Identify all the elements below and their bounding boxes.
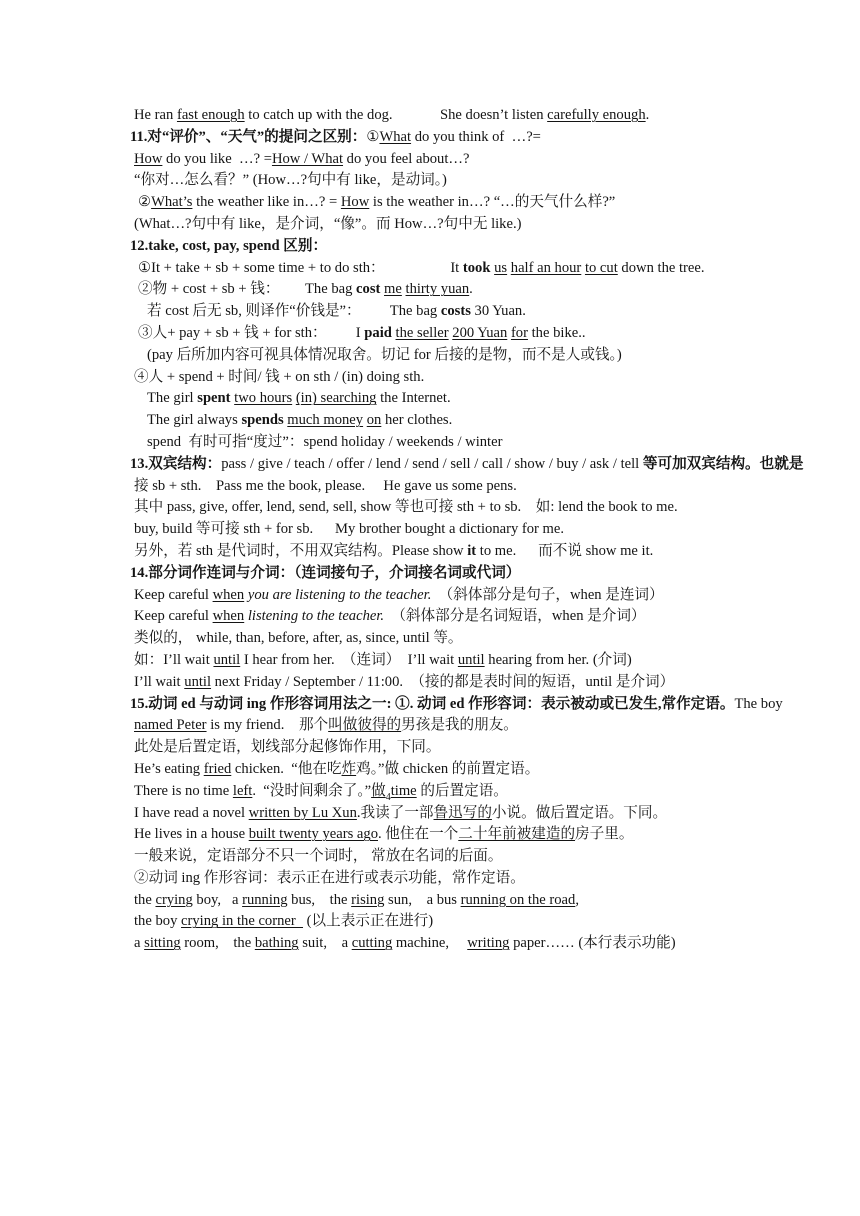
text-segment: ②动词 ing 作形容词：表示正在进行或表示功能，常作定语。 bbox=[134, 869, 525, 886]
text-segment: to me. 而不说 show me it. bbox=[476, 542, 654, 559]
text-segment: left bbox=[232, 782, 253, 799]
text-segment: carefully enough bbox=[547, 107, 646, 123]
text-segment: next Friday / September / 11:00. （接的都是表时间的短语，until 是介词） bbox=[211, 673, 675, 690]
text-segment: boy, a bbox=[192, 891, 243, 908]
text-segment: He’s eating bbox=[134, 760, 204, 777]
text-segment: I’ll wait bbox=[134, 673, 185, 690]
text-segment: 等可加双宾结构。也就是 bbox=[642, 455, 804, 472]
text-segment: 接 sb + sth. Pass me the book, please. He gave us some pens. bbox=[134, 477, 517, 494]
text-segment: the weather like in…? = bbox=[192, 194, 341, 211]
text-segment: The girl always bbox=[147, 412, 242, 429]
text-segment: 如：I’ll wait bbox=[134, 651, 214, 668]
text-segment: the bbox=[134, 891, 156, 908]
text-segment: ② bbox=[138, 194, 152, 211]
text-segment: 的后置定语。 bbox=[416, 782, 508, 799]
text-segment: 此处是后置定语，划线部分起修饰作用，下同。 bbox=[134, 739, 441, 756]
text-segment: ①It + take + sb + some time + to do sth： It bbox=[138, 259, 463, 276]
text-segment: it bbox=[467, 542, 477, 559]
text-line bbox=[130, 454, 804, 476]
text-segment: . bbox=[645, 107, 650, 123]
text-segment: . bbox=[469, 281, 473, 298]
text-line bbox=[134, 781, 790, 803]
text-segment: running bbox=[242, 891, 288, 908]
text-segment: when bbox=[212, 586, 245, 603]
text-line bbox=[134, 497, 790, 519]
text-segment: , bbox=[575, 891, 579, 908]
text-segment: What’s bbox=[151, 194, 193, 211]
text-segment: bus, the bbox=[287, 891, 352, 908]
text-segment: down the tree. bbox=[617, 259, 705, 276]
text-segment: (What…?句中有 like，是介词，“像”。而 How…?句中无 like.) bbox=[134, 215, 522, 232]
text-segment: the seller bbox=[395, 324, 449, 341]
text-segment: 另外，若 sth 是代词时，不用双宾结构。Please show bbox=[134, 542, 468, 559]
text-line bbox=[147, 410, 790, 432]
text-segment: 房子里。 bbox=[575, 826, 634, 843]
text-segment: for bbox=[510, 324, 528, 341]
text-segment: until bbox=[184, 673, 212, 690]
text-segment: until bbox=[457, 651, 485, 668]
text-segment: ④人 + spend + 时间/ 钱 + on sth / (in) doing sth. bbox=[134, 368, 425, 385]
text-line bbox=[134, 519, 790, 541]
text-segment: 13.双宾结构： bbox=[130, 455, 222, 472]
text-segment: How bbox=[340, 194, 370, 211]
text-segment: I hear from her. （连词） I’ll wait bbox=[240, 651, 458, 668]
text-segment: There is no time bbox=[134, 782, 233, 799]
text-segment: sitting bbox=[144, 935, 181, 952]
text-segment: 15.动词 ed 与动词 ing 作形容词用法之一: bbox=[130, 695, 396, 712]
text-segment: half an hour bbox=[510, 259, 582, 276]
text-segment: took bbox=[462, 259, 491, 276]
text-segment: The boy bbox=[734, 695, 783, 712]
text-line bbox=[134, 759, 790, 781]
text-segment: sun, a bus bbox=[384, 891, 461, 908]
text-segment: 做 bbox=[371, 782, 386, 799]
text-segment: . 他住在一个 bbox=[378, 826, 459, 843]
text-line bbox=[138, 323, 790, 345]
text-line bbox=[130, 694, 790, 716]
text-line bbox=[134, 803, 790, 825]
text-segment: ②物 + cost + sb + 钱： The bag bbox=[138, 281, 357, 298]
text-segment: 男孩是我的朋友。 bbox=[401, 717, 518, 734]
text-segment: on bbox=[366, 412, 382, 429]
text-segment: time bbox=[390, 782, 417, 799]
text-line bbox=[134, 105, 790, 127]
text-line bbox=[134, 911, 790, 933]
text-segment: 30 Yuan. bbox=[470, 303, 526, 320]
text-segment: me bbox=[384, 281, 402, 298]
text-line bbox=[134, 890, 790, 912]
text-segment: He ran bbox=[134, 107, 177, 123]
text-segment: listening to the teacher. bbox=[247, 608, 385, 625]
text-segment: “你对…怎么看？” (How…?句中有 like，是动词。) bbox=[134, 172, 447, 189]
text-line bbox=[134, 824, 790, 846]
text-segment: spent bbox=[197, 390, 231, 407]
text-segment: you are listening to the teacher. bbox=[247, 586, 432, 603]
text-segment: spends bbox=[241, 412, 284, 429]
text-segment: Keep careful bbox=[134, 586, 213, 603]
text-segment: bathing bbox=[254, 935, 299, 952]
text-segment: rising bbox=[351, 891, 385, 908]
text-segment: ①. 动词 ed 作形容词：表示被动或已发生,常作定语。 bbox=[395, 695, 735, 712]
text-segment: 14.部分词作连词与介词：（连词接句子，介词接名词或代词） bbox=[130, 564, 521, 581]
text-line bbox=[147, 432, 790, 454]
text-segment: 二十年前被建造的 bbox=[458, 826, 576, 843]
text-segment: written by Lu Xun bbox=[248, 804, 357, 821]
text-segment: the Internet. bbox=[376, 390, 451, 407]
text-segment: 叫做彼得的 bbox=[328, 717, 402, 734]
text-segment: crying bbox=[155, 891, 193, 908]
text-segment: 一般来说，定语部分不只一个词时， 常放在名词的后面。 bbox=[134, 848, 503, 865]
text-segment: when bbox=[212, 608, 245, 625]
text-line bbox=[134, 868, 790, 890]
text-line bbox=[134, 170, 790, 192]
text-segment: us bbox=[494, 259, 508, 276]
text-segment: How bbox=[134, 150, 163, 167]
text-segment: (in) searching bbox=[295, 390, 377, 407]
text-segment: I have read a novel bbox=[134, 804, 249, 821]
text-segment: named Peter bbox=[134, 717, 207, 734]
text-segment: （斜体部分是名词短语，when 是介词） bbox=[384, 608, 646, 625]
text-segment: paid bbox=[364, 324, 392, 341]
text-line bbox=[134, 476, 790, 498]
text-segment: 200 Yuan bbox=[452, 324, 508, 341]
text-line bbox=[134, 715, 790, 737]
text-segment: to catch up with the dog. She doesn’t listen bbox=[244, 107, 548, 123]
text-line bbox=[138, 279, 790, 301]
text-segment: 小说。做后置定语。下同。 bbox=[491, 804, 668, 821]
text-segment: her clothes. bbox=[381, 412, 453, 429]
text-line bbox=[134, 737, 790, 759]
text-segment: a bbox=[134, 935, 145, 952]
text-segment: .我读了一部 bbox=[356, 804, 434, 821]
text-segment: . “没时间剩余了。” bbox=[252, 782, 372, 799]
text-line bbox=[134, 149, 790, 171]
text-line bbox=[134, 541, 790, 563]
text-line bbox=[134, 367, 790, 389]
text-segment: running on the road bbox=[460, 891, 576, 908]
text-segment: until bbox=[213, 651, 241, 668]
text-segment: fast enough bbox=[176, 107, 245, 123]
text-segment: the bike.. bbox=[527, 324, 586, 341]
text-segment: cost bbox=[356, 281, 381, 298]
text-line bbox=[138, 258, 790, 280]
text-segment: paper…… (本行表示功能) bbox=[509, 935, 676, 952]
text-segment: built twenty years ago bbox=[248, 826, 378, 843]
text-segment: pass / give / teach / offer / lend / send / sell / call / show / buy / ask / tell bbox=[221, 455, 643, 472]
text-segment: 鸡。”做 chicken 的前置定语。 bbox=[356, 760, 540, 777]
text-segment: ③人+ pay + sb + 钱 + for sth： I bbox=[138, 324, 365, 341]
text-segment: cutting bbox=[351, 935, 393, 952]
text-segment: is my friend. 那个 bbox=[206, 717, 329, 734]
text-segment: 11.对“评价”、“天气”的提问之区别： bbox=[130, 128, 367, 145]
text-line bbox=[134, 585, 790, 607]
text-segment: chicken. “他在吃 bbox=[231, 760, 342, 777]
text-segment: spend 有时可指“度过”：spend holiday / weekends / winter bbox=[147, 433, 503, 450]
text-segment: (pay 后所加内容可视具体情况取舍。切记 for 后接的是物，而不是人或钱。) bbox=[147, 346, 622, 363]
text-line bbox=[134, 650, 790, 672]
text-segment: 鲁迅写的 bbox=[433, 804, 492, 821]
text-line bbox=[134, 606, 790, 628]
text-line bbox=[130, 127, 790, 149]
text-segment: two hours bbox=[234, 390, 293, 407]
text-line bbox=[134, 628, 790, 650]
text-line bbox=[134, 214, 790, 236]
text-segment: What bbox=[379, 128, 412, 145]
text-segment: ① bbox=[366, 128, 380, 145]
text-line bbox=[134, 933, 790, 955]
text-segment: room, the bbox=[180, 935, 255, 952]
text-segment: the boy bbox=[134, 913, 182, 930]
text-line bbox=[130, 563, 790, 585]
text-line bbox=[138, 192, 790, 214]
text-segment: (以上表示正在进行) bbox=[303, 913, 434, 930]
text-segment: 类似的， while, than, before, after, as, since, until 等。 bbox=[134, 630, 463, 647]
text-segment: fried bbox=[203, 760, 232, 777]
text-segment: 其中 pass, give, offer, lend, send, sell, show 等也可接 sth + to sb. 如: lend the book to me. bbox=[134, 499, 678, 516]
text-segment: Keep careful bbox=[134, 608, 213, 625]
text-segment: thirty yuan bbox=[405, 281, 470, 298]
text-segment: writing bbox=[467, 935, 510, 952]
text-segment: much money bbox=[287, 412, 364, 429]
text-line bbox=[134, 846, 790, 868]
text-segment: do you feel about…? bbox=[343, 150, 470, 167]
document-body bbox=[130, 105, 804, 955]
text-segment: 炸 bbox=[341, 760, 357, 777]
text-segment: （斜体部分是句子，when 是连词） bbox=[431, 586, 664, 603]
text-segment: He lives in a house bbox=[134, 826, 249, 843]
text-line bbox=[134, 672, 790, 694]
text-segment: do you like …? = bbox=[162, 150, 272, 167]
text-line bbox=[147, 388, 790, 410]
text-line bbox=[147, 345, 790, 367]
text-segment: do you think of …?= bbox=[411, 128, 541, 145]
text-segment: 4 bbox=[385, 791, 391, 803]
text-segment: 12.take, cost, pay, spend 区别： bbox=[130, 237, 328, 254]
text-line bbox=[130, 236, 790, 258]
text-segment: The girl bbox=[147, 390, 198, 407]
text-line bbox=[147, 301, 790, 323]
text-segment: to cut bbox=[584, 259, 618, 276]
text-segment: costs bbox=[440, 303, 471, 320]
text-segment: buy, build 等可接 sth + for sb. My brother bought a dictionary for me. bbox=[134, 521, 565, 538]
text-segment: crying in the corner bbox=[181, 913, 304, 930]
text-segment: machine, bbox=[392, 935, 468, 952]
text-segment: hearing from her. (介词) bbox=[484, 651, 632, 668]
text-segment: is the weather in…? “…的天气什么样?” bbox=[369, 194, 616, 211]
text-segment: 若 cost 后无 sb, 则译作“价钱是”： The bag bbox=[147, 303, 441, 320]
text-segment: How / What bbox=[271, 150, 344, 167]
text-segment: suit, a bbox=[298, 935, 352, 952]
